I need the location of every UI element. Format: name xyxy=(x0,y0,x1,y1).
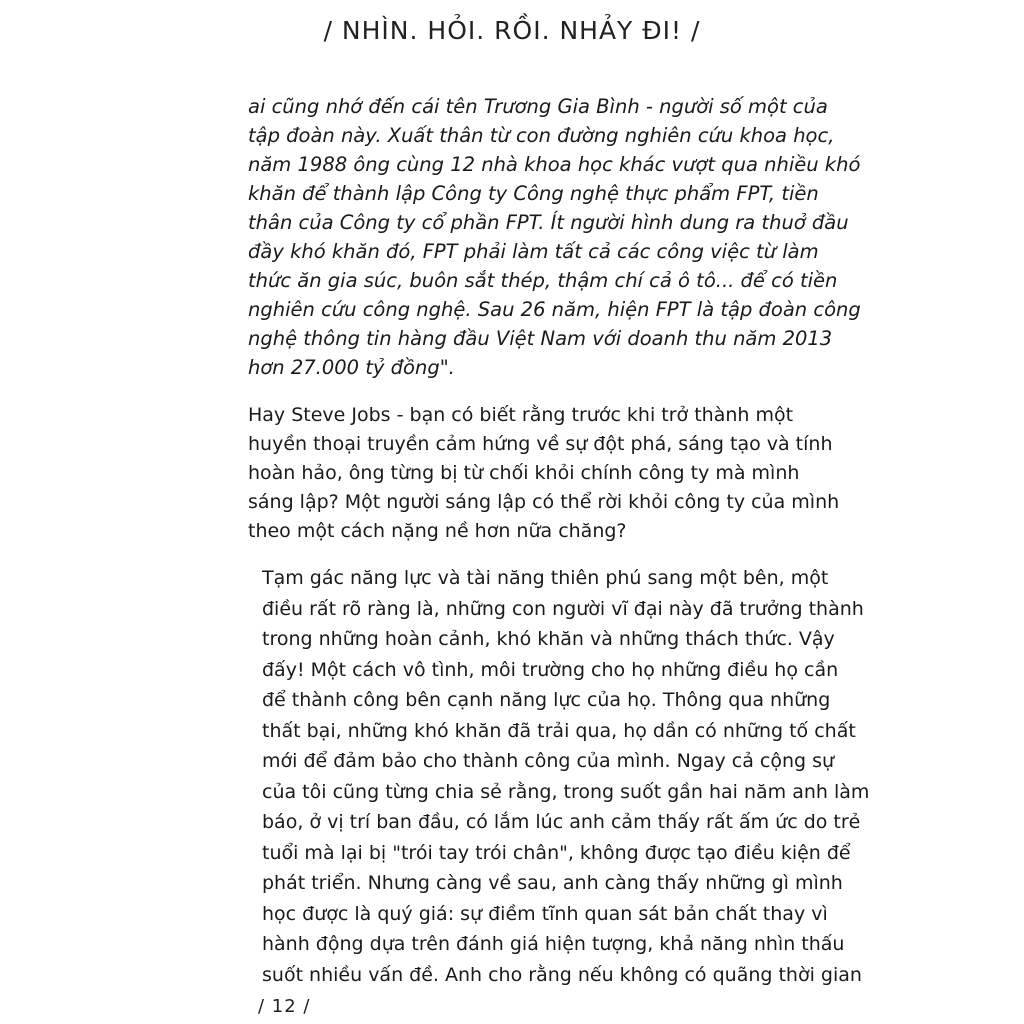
text-line: thức ăn gia súc, buôn sắt thép, thậm chí cả ô tô... để có tiền xyxy=(248,269,838,292)
text-line: hơn 27.000 tỷ đồng". xyxy=(248,356,455,379)
paragraph-quote xyxy=(248,92,861,382)
text-line: hành động dựa trên đánh giá hiện tượng, khả năng nhìn thấu xyxy=(262,933,845,955)
paragraph-steve-jobs xyxy=(248,401,840,546)
text-line: đấy! Một cách vô tình, môi trường cho họ những điều họ cần xyxy=(262,658,839,681)
text-line: sáng lập? Một người sáng lập có thể rời khỏi công ty của mình xyxy=(248,491,840,513)
text-line: nghiên cứu công nghệ. Sau 26 năm, hiện FPT là tập đoàn công xyxy=(248,298,861,321)
text-line: thất bại, những khó khăn đã trải qua, họ dần có những tố chất xyxy=(262,719,856,742)
text-line: học được là quý giá: sự điềm tĩnh quan sát bản chất thay vì xyxy=(262,902,828,925)
text-line: mới để đảm bảo cho thành công của mình. Ngay cả cộng sự xyxy=(262,750,835,772)
text-line: của tôi cũng từng chia sẻ rằng, trong suốt gần hai năm anh làm xyxy=(262,780,870,803)
text-line: suốt nhiều vấn đề. Anh cho rằng nếu không có quãng thời gian xyxy=(262,963,862,986)
text-line: hoàn hảo, ông từng bị từ chối khỏi chính công ty mà mình xyxy=(248,462,800,484)
running-header-title: / NHÌN. HỎI. RỒI. NHẢY ĐI! / xyxy=(323,16,701,45)
text-line: tuổi mà lại bị "trói tay trói chân", không được tạo điều kiện để xyxy=(262,841,851,864)
text-line: trong những hoàn cảnh, khó khăn và những thách thức. Vậy xyxy=(262,628,835,650)
paragraph-growth xyxy=(262,563,870,990)
text-line: nghệ thông tin hàng đầu Việt Nam với doanh thu năm 2013 xyxy=(248,327,833,350)
text-line: Tạm gác năng lực và tài năng thiên phú sang một bên, một xyxy=(262,567,829,589)
text-line: điều rất rõ ràng là, những con người vĩ đại này đã trưởng thành xyxy=(262,597,864,620)
text-line: thân của Công ty cổ phần FPT. Ít người hình dung ra thuở đầu xyxy=(248,211,849,234)
text-line: ai cũng nhớ đến cái tên Trương Gia Bình - người số một của xyxy=(248,95,828,118)
text-line: để thành công bên cạnh năng lực của họ. Thông qua những xyxy=(262,689,831,711)
text-line: phát triển. Nhưng càng về sau, anh càng thấy những gì mình xyxy=(262,872,843,894)
text-line: năm 1988 ông cùng 12 nhà khoa học khác vượt qua nhiều khó xyxy=(248,153,861,176)
text-line: theo một cách nặng nề hơn nữa chăng? xyxy=(248,520,627,542)
text-line: báo, ở vị trí ban đầu, có lắm lúc anh cảm thấy rất ấm ức do trẻ xyxy=(262,811,861,833)
text-line: đầy khó khăn đó, FPT phải làm tất cả các công việc từ làm xyxy=(248,240,819,263)
text-line: Hay Steve Jobs - bạn có biết rằng trước khi trở thành một xyxy=(248,404,794,426)
page-number: / 12 / xyxy=(258,996,311,1017)
text-line: khăn để thành lập Công ty Công nghệ thực phẩm FPT, tiền xyxy=(248,182,819,205)
text-line: tập đoàn này. Xuất thân từ con đường nghiên cứu khoa học, xyxy=(248,124,835,147)
text-line: huyền thoại truyền cảm hứng về sự đột phá, sáng tạo và tính xyxy=(248,433,833,455)
